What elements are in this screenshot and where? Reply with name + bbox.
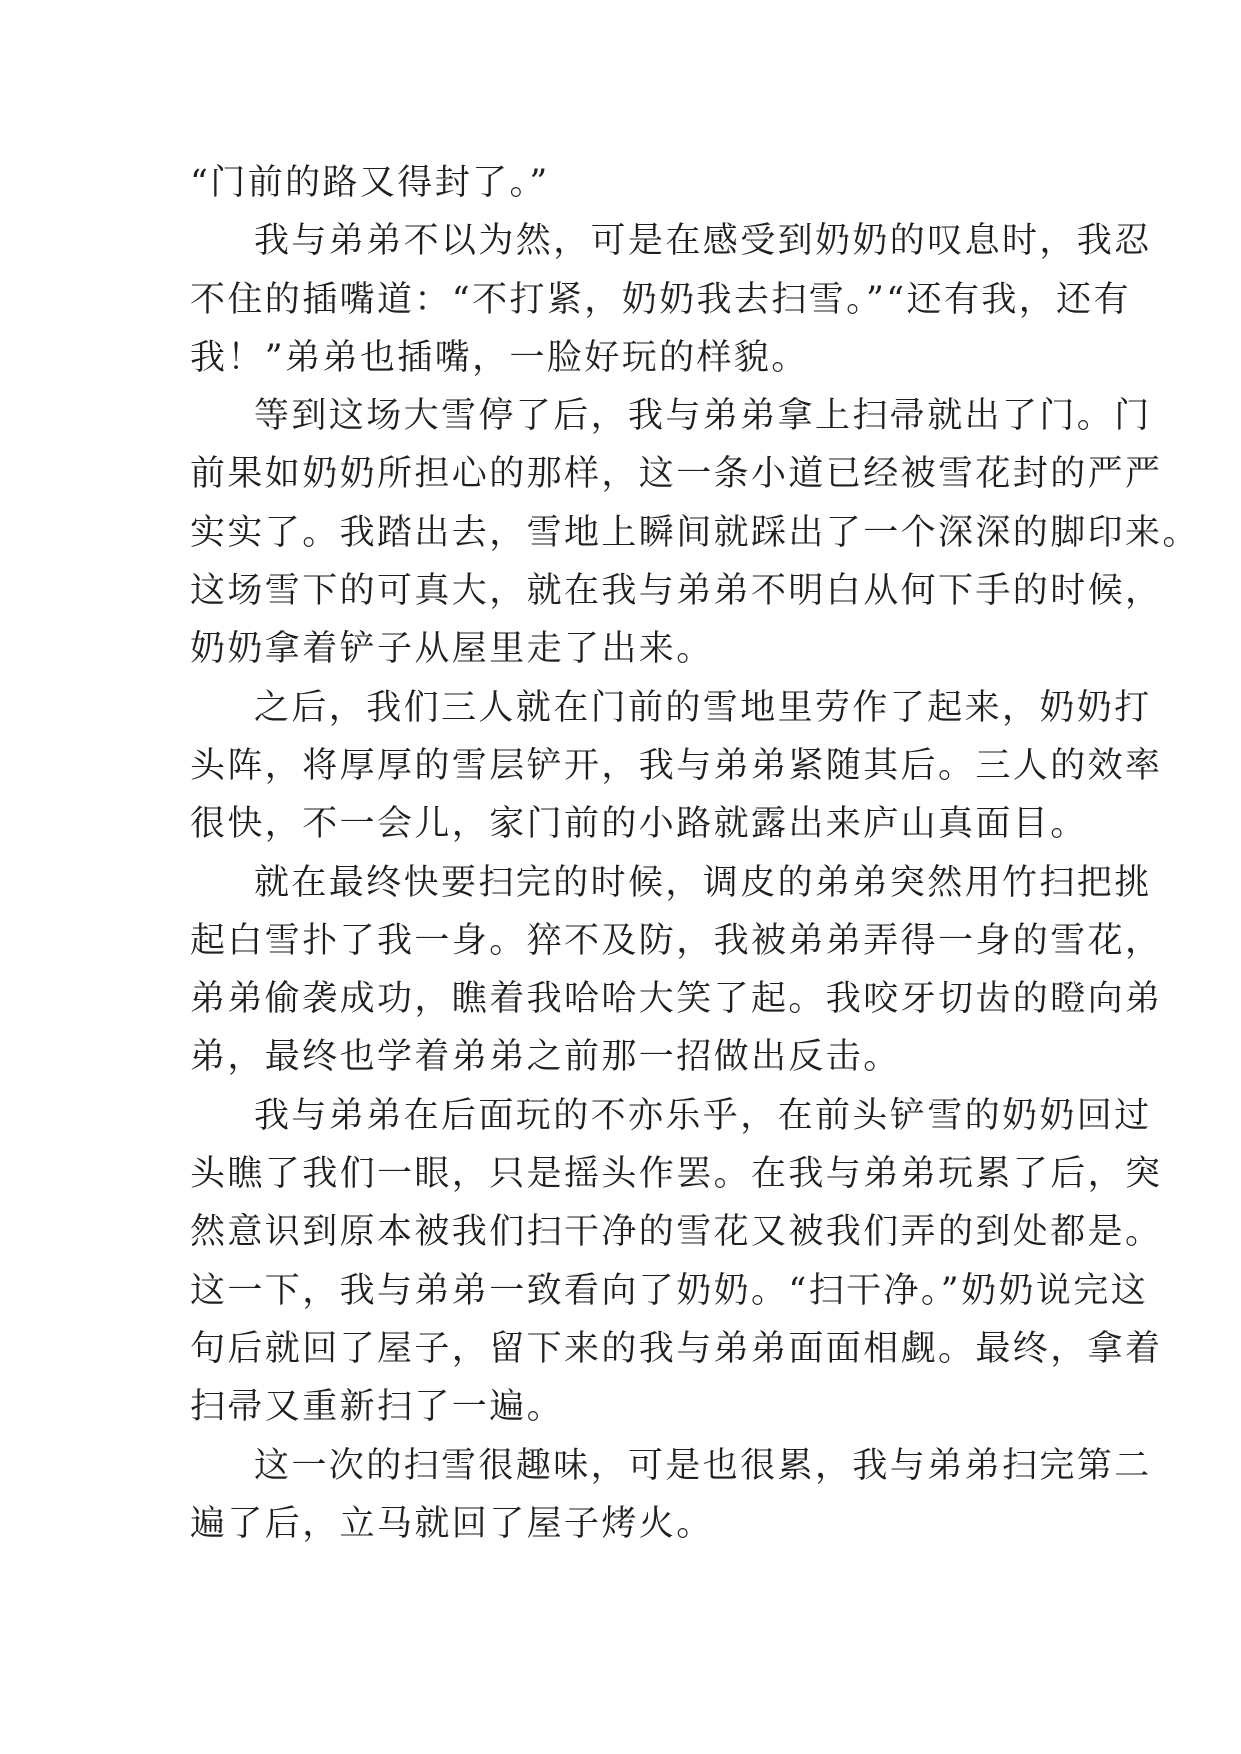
text-line: 我！”弟弟也插嘴，一脸好玩的样貌。 bbox=[190, 337, 809, 378]
text-line: 这一下，我与弟弟一致看向了奶奶。“扫干净。”奶奶说完这 bbox=[190, 1270, 1149, 1311]
text-line: 我与弟弟在后面玩的不亦乐乎，在前头铲雪的奶奶回过 bbox=[254, 1095, 1152, 1136]
text-line: 遍了后，立马就回了屋子烤火。 bbox=[190, 1503, 714, 1544]
text-line: 扫帚又重新扫了一遍。 bbox=[190, 1387, 565, 1428]
text-line: “门前的路又得封了。” bbox=[190, 163, 550, 203]
text-line: 然意识到原本被我们扫干净的雪花又被我们弄的到处都是。 bbox=[190, 1212, 1163, 1253]
text-line: 很快，不一会儿，家门前的小路就露出来庐山真面目。 bbox=[190, 804, 1088, 845]
text-line: 这场雪下的可真大，就在我与弟弟不明白从何下手的时候， bbox=[190, 571, 1163, 612]
text-line: 前果如奶奶所担心的那样，这一条小道已经被雪花封的严严 bbox=[190, 454, 1163, 495]
text-line: 就在最终快要扫完的时候，调皮的弟弟突然用竹扫把挑 bbox=[254, 862, 1152, 903]
text-line: 弟弟偷袭成功，瞧着我哈哈大笑了起。我咬牙切齿的瞪向弟 bbox=[190, 979, 1163, 1020]
text-line: 起白雪扑了我一身。猝不及防，我被弟弟弄得一身的雪花， bbox=[190, 920, 1163, 961]
text-line: 弟，最终也学着弟弟之前那一招做出反击。 bbox=[190, 1037, 901, 1078]
text-line: 等到这场大雪停了后，我与弟弟拿上扫帚就出了门。门 bbox=[254, 396, 1152, 437]
text-line: 我与弟弟不以为然，可是在感受到奶奶的叹息时，我忍 bbox=[254, 221, 1152, 262]
text-line: 句后就回了屋子，留下来的我与弟弟面面相觑。最终，拿着 bbox=[190, 1328, 1163, 1369]
text-line: 奶奶拿着铲子从屋里走了出来。 bbox=[190, 629, 714, 670]
text-line: 头瞧了我们一眼，只是摇头作罢。在我与弟弟玩累了后，突 bbox=[190, 1154, 1163, 1195]
text-line: 这一次的扫雪很趣味，可是也很累，我与弟弟扫完第二 bbox=[254, 1445, 1152, 1486]
essay-body-text bbox=[190, 154, 1200, 1553]
text-line: 之后，我们三人就在门前的雪地里劳作了起来，奶奶打 bbox=[254, 687, 1152, 728]
text-line: 头阵，将厚厚的雪层铲开，我与弟弟紧随其后。三人的效率 bbox=[190, 745, 1163, 786]
text-line: 不住的插嘴道：“不打紧，奶奶我去扫雪。”“还有我，还有 bbox=[190, 279, 1131, 320]
text-line: 实实了。我踏出去，雪地上瞬间就踩出了一个深深的脚印来。 bbox=[190, 512, 1200, 553]
